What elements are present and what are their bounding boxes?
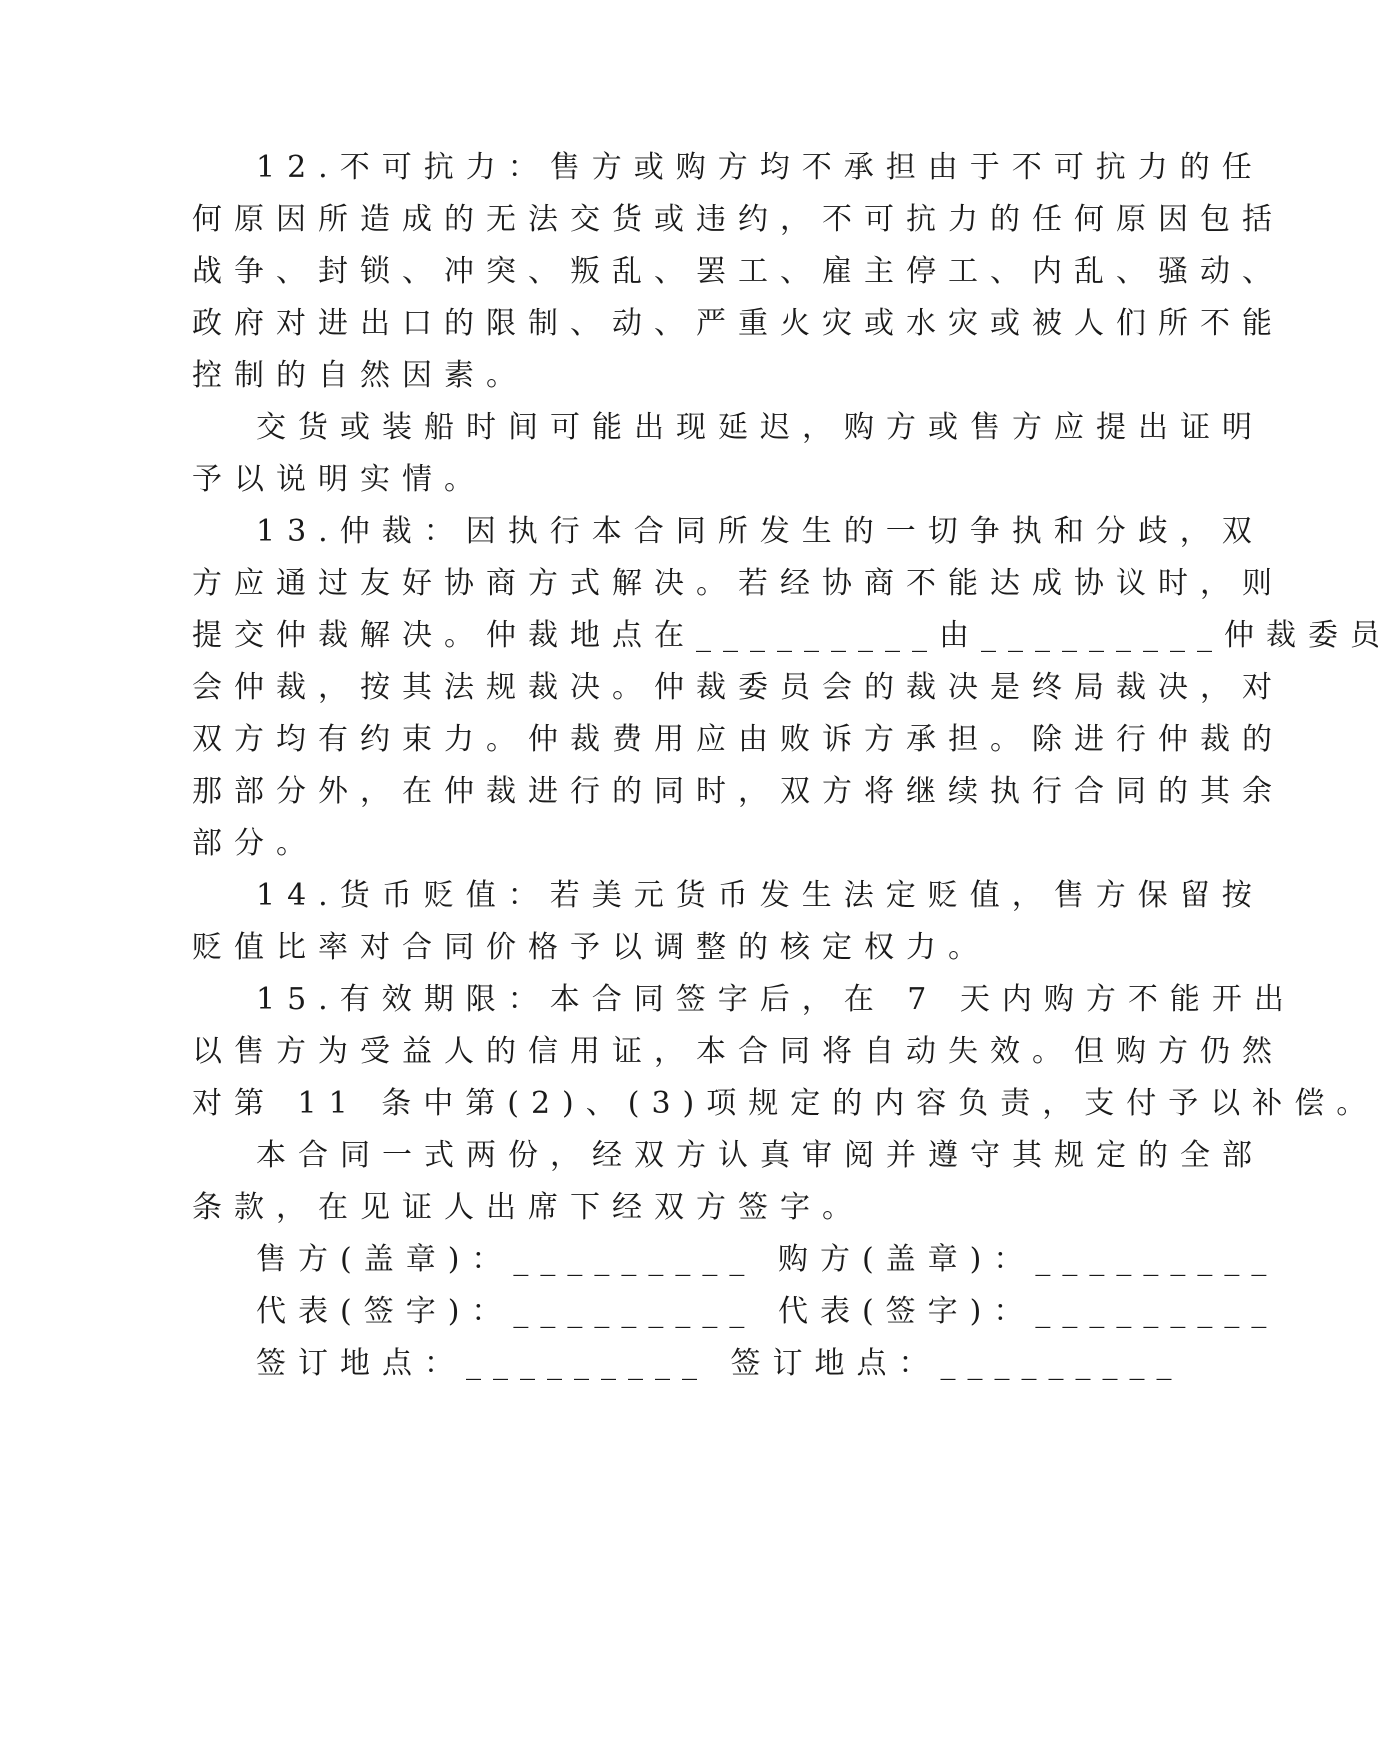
clause-14-line-1: 14.货币贬值：若美元货币发生法定贬值，售方保留按 [256,878,1264,913]
clause-13-line-2: 方应通过友好协商方式解决。若经协商不能达成协议时，则 [192,566,1284,601]
clause-12-line-4: 政府对进出口的限制、动、严重火灾或水灾或被人们所不能 [192,306,1284,341]
closing-line-1: 本合同一式两份，经双方认真审阅并遵守其规定的全部 [256,1138,1264,1173]
clause-13-line-5: 双方均有约束力。仲裁费用应由败诉方承担。除进行仲裁的 [192,722,1284,757]
clause-12-line-3: 战争、封锁、冲突、叛乱、罢工、雇主停工、内乱、骚动、 [192,254,1284,289]
delay-note-line-2: 予以说明实情。 [192,462,486,497]
clause-15-line-1: 15.有效期限：本合同签字后，在 7 天内购方不能开出 [256,982,1296,1017]
clause-12-line-1: 12.不可抗力：售方或购方均不承担由于不可抗力的任 [256,150,1264,185]
signing-location-line: 签订地点：_________ 签订地点：_________ [256,1346,1184,1381]
clause-15-line-3: 对第 11 条中第(2)、(3)项规定的内容负责，支付予以补偿。 [192,1086,1379,1121]
closing-line-2: 条款，在见证人出席下经双方签字。 [192,1190,864,1225]
signature-seal-line: 售方(盖章)：_________ 购方(盖章)：_________ [256,1242,1279,1277]
signature-representative-line: 代表(签字)：_________ 代表(签字)：_________ [256,1294,1279,1329]
clause-12-line-2: 何原因所造成的无法交货或违约，不可抗力的任何原因包括 [192,202,1284,237]
clause-14-line-2: 贬值比率对合同价格予以调整的核定权力。 [192,930,990,965]
clause-12-line-5: 控制的自然因素。 [192,358,528,393]
clause-13-line-1: 13.仲裁：因执行本合同所发生的一切争执和分歧，双 [256,514,1264,549]
clause-13-line-7: 部分。 [192,826,318,861]
clause-13-line-6: 那部分外，在仲裁进行的同时，双方将继续执行合同的其余 [192,774,1284,809]
clause-15-line-2: 以售方为受益人的信用证，本合同将自动失效。但购方仍然 [192,1034,1284,1069]
clause-13-line-4: 会仲裁，按其法规裁决。仲裁委员会的裁决是终局裁决，对 [192,670,1284,705]
delay-note-line-1: 交货或装船时间可能出现延迟，购方或售方应提出证明 [256,410,1264,445]
clause-13-line-3: 提交仲裁解决。仲裁地点在_________由_________仲裁委员 [192,618,1392,653]
